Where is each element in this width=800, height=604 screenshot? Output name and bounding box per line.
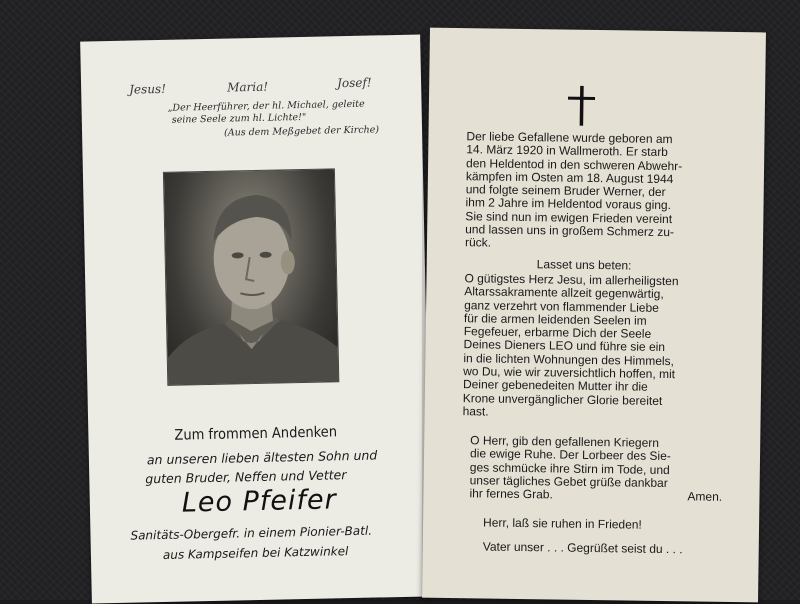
bio-line: kämpfen im Osten am 18. August 1944 (465, 169, 674, 186)
cross-icon (567, 86, 598, 126)
prayer-block (463, 272, 679, 421)
amen-text: Amen. (687, 489, 723, 504)
prayer-line: Altarssakramente allzeit gegenwärtig, (464, 284, 664, 302)
prayer-line: ganz verzehrt von flammender Liebe (464, 297, 659, 315)
prayer-2-line: die ewige Ruhe. Der Lorbeer des Sie- (469, 446, 671, 464)
bio-line: den Heldentod in den schweren Abwehr- (466, 155, 683, 173)
prayer-line: Deines Dieners LEO und führe sie ein (463, 337, 666, 355)
prayer-2-line: unser tägliches Gebet grüße dankbar (469, 473, 668, 490)
prayer-line: Deiner gebenedeiten Mutter ihr die (462, 377, 648, 395)
memorial-heading: Zum frommen Andenken (174, 424, 338, 444)
bio-line: Der liebe Gefallene wurde geboren am (466, 129, 673, 147)
prayer-line: Fegefeuer, erbarme Dich der Seele (463, 324, 652, 341)
quote-source: (Aus dem Meßgebet der Kirche) (223, 124, 380, 139)
deceased-name: Leo Pfeifer (181, 484, 338, 519)
prayer-2-line: O Herr, gib den gefallenen Kriegern (470, 433, 660, 450)
prayer-2-block (469, 434, 671, 503)
bio-line: und folgte seinem Bruder Werner, der (465, 182, 666, 200)
bio-line: rück. (464, 235, 492, 250)
bio-line: 14. März 1920 in Wallmeroth. Er starb (466, 142, 669, 160)
prayer-line: in die lichten Wohnungen des Himmels, (463, 350, 675, 368)
prayer-line: O gütigstes Herz Jesu, im allerheiligsten (464, 271, 679, 289)
closing-line-2: Vater unser . . . Gegrüßet seist du . . . (482, 539, 683, 557)
biography-block (465, 130, 683, 253)
prayer-line: hast. (462, 404, 489, 419)
invocation-maria: Maria! (227, 79, 269, 95)
military-rank: Sanitäts-Obergefr. in einem Pionier-Batl. (130, 523, 373, 543)
invocation-josef: Josef! (336, 75, 372, 91)
prayer-line: Krone unvergänglicher Glorie bereitet (462, 390, 663, 408)
invocation-jesus: Jesus! (129, 81, 167, 97)
prayer-2-line: ges schmücke ihre Stirn im Tode, und (469, 459, 670, 477)
bio-line: und lassen uns in großem Schmerz zu- (465, 222, 675, 240)
prayer-2-line: ihr fernes Grab. (469, 486, 553, 502)
bio-line: ihm 2 Jahre im Heldentod voraus ging. (465, 195, 672, 213)
soldier-portrait-photo (163, 168, 339, 386)
prayer-line: wo Du, wie wir zuversichtlich hoffen, mit (463, 364, 676, 382)
card-right-panel (422, 28, 766, 603)
origin-place: aus Kampseifen bei Katzwinkel (162, 544, 349, 562)
prayer-heading: Lasset uns beten: (536, 257, 632, 273)
quote-line-1: „Der Heerführer, der hl. Michael, geleite (167, 98, 365, 114)
prayer-line: für die armen leidenden Seelen im (463, 311, 647, 328)
card-left-panel (80, 35, 432, 604)
memorial-line-2: an unseren lieben ältesten Sohn und (146, 447, 378, 468)
closing-line-1: Herr, laß sie ruhen in Frieden! (482, 515, 642, 532)
memorial-line-3: guten Bruder, Neffen und Vetter (145, 467, 347, 487)
bio-line: Sie sind nun im ewigen Frieden vereint (465, 208, 673, 226)
quote-line-2: seine Seele zum hl. Lichte!" (171, 111, 307, 126)
